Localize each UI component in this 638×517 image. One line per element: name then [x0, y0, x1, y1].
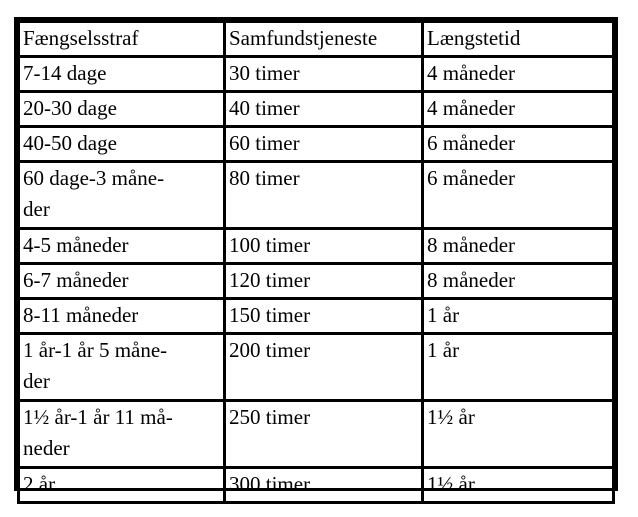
table-cell: 120 timer [225, 264, 423, 299]
table-cell: 6 måneder [423, 162, 614, 229]
table-cell: 1½ år [423, 468, 614, 503]
table-header-row [19, 22, 614, 57]
table-cell: 60 dage-3 måne- der [19, 162, 225, 229]
header-cell-længstetid: Længstetid [423, 22, 614, 57]
table-row [19, 92, 614, 127]
table-cell: 30 timer [225, 57, 423, 92]
table-row [19, 468, 614, 503]
table-cell: 200 timer [225, 334, 423, 401]
table-cell: 60 timer [225, 127, 423, 162]
table-cell: 4 måneder [423, 92, 614, 127]
table-cell: 1½ år [423, 401, 614, 468]
sentence-table [14, 17, 618, 496]
sentence-table-grid [17, 20, 615, 504]
table-cell: 2 år [19, 468, 225, 503]
table-cell: 4 måneder [423, 57, 614, 92]
table-cell: 300 timer [225, 468, 423, 503]
table-cell: 150 timer [225, 299, 423, 334]
table-row [19, 264, 614, 299]
table-cell: 40-50 dage [19, 127, 225, 162]
table-row [19, 162, 614, 229]
table-cell: 100 timer [225, 229, 423, 264]
table-cell: 7-14 dage [19, 57, 225, 92]
table-cell: 40 timer [225, 92, 423, 127]
table-row [19, 334, 614, 401]
table-row [19, 229, 614, 264]
table-cell: 4-5 måneder [19, 229, 225, 264]
table-cell: 250 timer [225, 401, 423, 468]
table-cell: 1 år [423, 334, 614, 401]
table-cell: 80 timer [225, 162, 423, 229]
table-cell: 8 måneder [423, 264, 614, 299]
table-row [19, 127, 614, 162]
table-row [19, 57, 614, 92]
table-cell: 1 år-1 år 5 måne- der [19, 334, 225, 401]
table-cell: 6 måneder [423, 127, 614, 162]
header-cell-fængselsstraf: Fængselsstraf [19, 22, 225, 57]
table-cell: 1½ år-1 år 11 må- neder [19, 401, 225, 468]
table-cell: 20-30 dage [19, 92, 225, 127]
header-cell-samfundstjeneste: Samfundstjeneste [225, 22, 423, 57]
table-row [19, 401, 614, 468]
table-cell: 8 måneder [423, 229, 614, 264]
table-row [19, 299, 614, 334]
table-cell: 8-11 måneder [19, 299, 225, 334]
table-cell: 6-7 måneder [19, 264, 225, 299]
table-cell: 1 år [423, 299, 614, 334]
